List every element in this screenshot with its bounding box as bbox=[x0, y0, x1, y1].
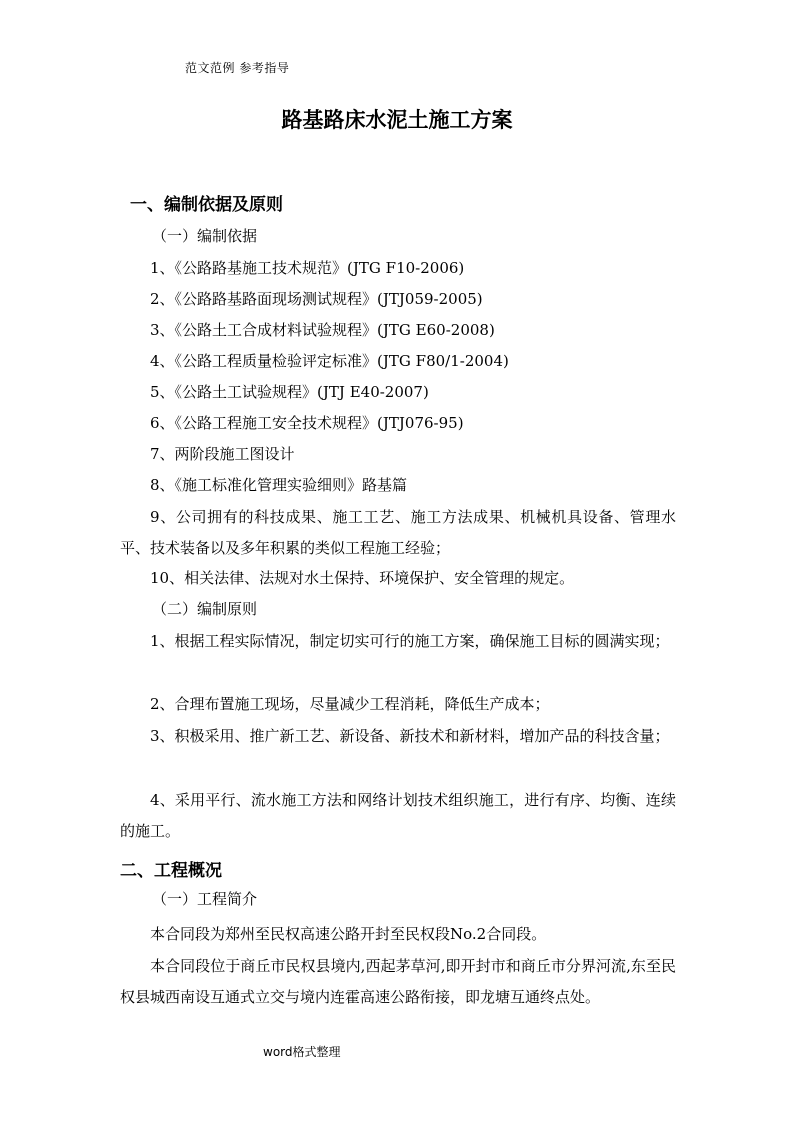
reference-item-10: 10、相关法律、法规对水土保持、环境保护、安全管理的规定。 bbox=[150, 569, 575, 587]
page-header: 范文范例 参考指导 bbox=[185, 61, 290, 75]
principle-item: 2、合理布置施工现场，尽量减少工程消耗，降低生产成本； bbox=[150, 695, 550, 713]
reference-item: 6、《公路工程施工安全技术规程》(JTJ076-95) bbox=[150, 414, 464, 432]
paragraph: 本合同段位于商丘市民权县境内,西起茅草河,即开封市和商丘市分界河流,东至民权县城西南设互通式立交与境内连霍高速公路衔接，即龙塘互通终点处。 bbox=[120, 957, 676, 1006]
principle-item: 3、积极采用、推广新工艺、新设备、新技术和新材料，增加产品的科技含量； bbox=[150, 727, 670, 745]
principle-item: 1、根据工程实际情况，制定切实可行的施工方案，确保施工目标的圆满实现； bbox=[150, 632, 670, 650]
reference-item: 4、《公路工程质量检验评定标准》(JTG F80/1-2004) bbox=[150, 352, 509, 370]
reference-item: 2、《公路路基路面现场测试规程》(JTJ059-2005) bbox=[150, 290, 483, 308]
subheading-basis: （一）编制依据 bbox=[152, 227, 258, 245]
section-heading-1: 一、编制依据及原则 bbox=[130, 195, 283, 215]
subheading-principles: （二）编制原则 bbox=[152, 600, 258, 618]
reference-item: 1、《公路路基施工技术规范》(JTG F10-2006) bbox=[150, 259, 465, 277]
paragraph: 本合同段为郑州至民权高速公路开封至民权段No.2合同段。 bbox=[150, 925, 547, 943]
subheading-intro: （一）工程简介 bbox=[152, 890, 258, 908]
reference-item: 5、《公路土工试验规程》(JTJ E40-2007) bbox=[150, 383, 429, 401]
section-heading-2: 二、工程概况 bbox=[120, 861, 222, 881]
reference-item: 7、两阶段施工图设计 bbox=[150, 445, 295, 463]
reference-item-9: 9、公司拥有的科技成果、施工工艺、施工方法成果、机械机具设备、管理水平、技术装备以及多年积累的类似工程施工经验； bbox=[120, 508, 676, 557]
reference-item: 8、《施工标准化管理实验细则》路基篇 bbox=[150, 476, 408, 494]
reference-item: 3、《公路土工合成材料试验规程》(JTG E60-2008) bbox=[150, 321, 495, 339]
page-footer: word格式整理 bbox=[263, 1045, 341, 1059]
document-title: 路基路床水泥土施工方案 bbox=[281, 108, 513, 132]
principle-item: 4、采用平行、流水施工方法和网络计划技术组织施工，进行有序、均衡、连续的施工。 bbox=[120, 791, 676, 840]
